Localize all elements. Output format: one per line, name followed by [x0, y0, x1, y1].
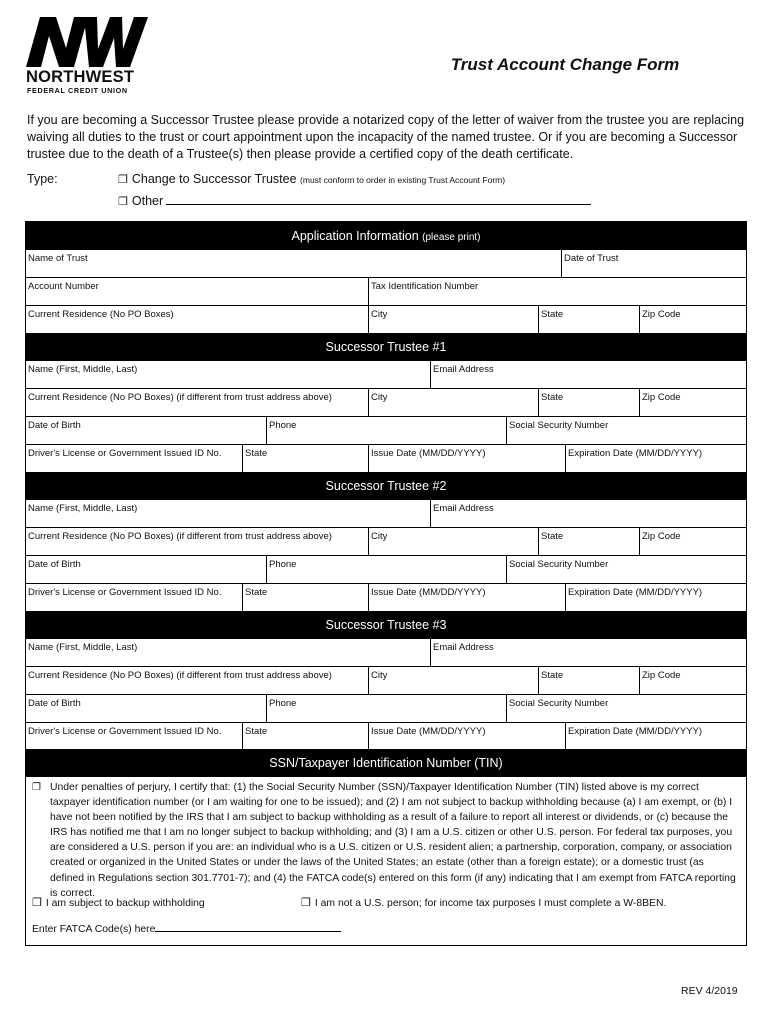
application-header [26, 222, 746, 250]
trustee-3-phone[interactable]: Phone [266, 695, 506, 722]
logo-subname: FEDERAL CREDIT UNION [27, 86, 128, 95]
trustee-1-header: Successor Trustee #1 [26, 333, 746, 361]
field-state[interactable]: State [538, 306, 639, 333]
trustee-2-state[interactable]: State [538, 528, 639, 555]
northwest-logo [26, 14, 156, 94]
type-label: Type: [27, 172, 58, 186]
checkbox-icon[interactable]: ❐ [118, 174, 128, 186]
trustee-2-license[interactable]: Driver's License or Government Issued ID No. [28, 587, 222, 598]
trustee-3-state[interactable]: State [538, 667, 639, 694]
trustee-1-city[interactable]: City [368, 389, 538, 416]
trustee-1-state[interactable]: State [538, 389, 639, 416]
trustee-3-expiration-date[interactable]: Expiration Date (MM/DD/YYYY) [565, 723, 746, 750]
trustee-1-id-state[interactable]: State [242, 445, 368, 472]
trustee-3-license[interactable]: Driver's License or Government Issued ID No. [28, 726, 222, 737]
trustee-2-dob[interactable]: Date of Birth [28, 559, 81, 570]
fatca-label: Enter FATCA Code(s) here [32, 924, 156, 935]
checkbox-icon[interactable]: ❐ [301, 897, 311, 909]
fatca-code-line[interactable] [155, 922, 341, 932]
trustee-3-email[interactable]: Email Address [430, 639, 746, 666]
field-current-residence[interactable]: Current Residence (No PO Boxes) [28, 309, 174, 320]
checkbox-icon[interactable]: ❐ [118, 196, 128, 208]
field-date-of-trust[interactable]: Date of Trust [561, 250, 746, 277]
non-us-person-label: I am not a U.S. person; for income tax purposes I must complete a W-8BEN. [314, 898, 667, 909]
field-tax-id[interactable]: Tax Identification Number [368, 278, 746, 305]
backup-withholding-label: I am subject to backup withholding [45, 898, 205, 909]
application-header-title: Application Information [291, 229, 419, 243]
trustee-2-zip[interactable]: Zip Code [639, 528, 746, 555]
app-row-1 [26, 250, 746, 278]
trustee-3-row-1 [26, 639, 746, 667]
trustee-3-id-state[interactable]: State [242, 723, 368, 750]
trustee-1-residence[interactable]: Current Residence (No PO Boxes) (if different from trust address above) [28, 392, 332, 403]
nw-logo-mark [26, 14, 148, 68]
trustee-3-name[interactable]: Name (First, Middle, Last) [28, 642, 138, 653]
trustee-3-zip[interactable]: Zip Code [639, 667, 746, 694]
trustee-1-name[interactable]: Name (First, Middle, Last) [28, 364, 138, 375]
revision-label: REV 4/2019 [681, 985, 738, 997]
certification-text: Under penalties of perjury, I certify that: (1) the Social Security Number (SSN)/Taxpayer Identification Number (TIN) listed above is my correct taxpayer identification number (or I am waiting for one to be issued); and (2) I am not subject to backup withholding because (a) I am exempt, or (b) I have not been notified by the IRS that I am subject to backup withholding as a result of a failure to report all interest or dividends, or (c) because the IRS has notified me that I am no longer subject to backup withholding; and (3) I am a U.S. citizen or other U.S. person. For federal tax purposes, you are considered a U.S. person if you are: an individual who is a U.S. citizen or U.S. resident alien; a partnership, corporation, company, or association created or organized in the United States or under the laws of the United States; an estate (other than a foreign estate); or a domestic trust (as defined in Regulations section 301.7701-7); and (4) the FATCA code(s) entered on this form (if any) indicating that I am exempt from FATCA reporting is correct. [50, 782, 736, 899]
tin-header: SSN/Taxpayer Identification Number (TIN) [26, 749, 746, 777]
field-name-of-trust[interactable]: Name of Trust [28, 253, 88, 264]
certification-checkbox-icon[interactable]: ❐ [32, 782, 41, 793]
trustee-2-row-3 [26, 556, 746, 584]
form-title: Trust Account Change Form [450, 55, 680, 74]
trustee-3-residence[interactable]: Current Residence (No PO Boxes) (if different from trust address above) [28, 670, 332, 681]
trustee-2-phone[interactable]: Phone [266, 556, 506, 583]
trustee-3-dob[interactable]: Date of Birth [28, 698, 81, 709]
trustee-1-row-3 [26, 417, 746, 445]
checkbox-icon[interactable]: ❐ [32, 897, 42, 909]
other-write-in-line[interactable] [166, 194, 591, 205]
app-row-2 [26, 278, 746, 306]
app-row-3 [26, 306, 746, 334]
trustee-2-issue-date[interactable]: Issue Date (MM/DD/YYYY) [368, 584, 565, 611]
application-header-note: (please print) [422, 232, 481, 243]
field-account-number[interactable]: Account Number [28, 281, 99, 292]
trustee-2-residence[interactable]: Current Residence (No PO Boxes) (if different from trust address above) [28, 531, 332, 542]
trustee-2-row-1 [26, 500, 746, 528]
trustee-1-license[interactable]: Driver's License or Government Issued ID No. [28, 448, 222, 459]
option-other-label: Other [131, 194, 164, 208]
trustee-1-email[interactable]: Email Address [430, 361, 746, 388]
trustee-1-row-2 [26, 389, 746, 417]
trustee-1-row-4 [26, 445, 746, 472]
option-change-successor-note: (must conform to order in existing Trust Account Form) [300, 175, 506, 185]
trustee-3-header: Successor Trustee #3 [26, 611, 746, 639]
backup-withholding-option[interactable] [32, 896, 205, 909]
trustee-1-phone[interactable]: Phone [266, 417, 506, 444]
trustee-2-email[interactable]: Email Address [430, 500, 746, 527]
trustee-3-ssn[interactable]: Social Security Number [506, 695, 746, 722]
option-change-successor-label: Change to Successor Trustee [131, 172, 297, 186]
logo-name: NORTHWEST [26, 68, 135, 86]
trustee-1-row-1 [26, 361, 746, 389]
intro-text: If you are becoming a Successor Trustee please provide a notarized copy of the letter of waiver from the trustee you are replacing waiving all duties to the trust or court appointment upon the incapacity of the named trustee. Or if you are becoming a Successor trustee due to the death of a Trustee(s) then please provide a certified copy of the death certificate. [27, 113, 745, 161]
trustee-1-ssn[interactable]: Social Security Number [506, 417, 746, 444]
field-zip[interactable]: Zip Code [639, 306, 746, 333]
trustee-3-issue-date[interactable]: Issue Date (MM/DD/YYYY) [368, 723, 565, 750]
trustee-2-name[interactable]: Name (First, Middle, Last) [28, 503, 138, 514]
form-grid [25, 221, 747, 946]
trustee-2-row-2 [26, 528, 746, 556]
trustee-2-city[interactable]: City [368, 528, 538, 555]
trustee-1-expiration-date[interactable]: Expiration Date (MM/DD/YYYY) [565, 445, 746, 472]
trustee-1-zip[interactable]: Zip Code [639, 389, 746, 416]
option-change-successor[interactable] [118, 172, 505, 186]
trustee-2-id-state[interactable]: State [242, 584, 368, 611]
non-us-person-option[interactable] [301, 896, 666, 909]
trustee-3-row-2 [26, 667, 746, 695]
trustee-3-row-3 [26, 695, 746, 723]
fatca-code-entry [32, 922, 341, 935]
field-city[interactable]: City [368, 306, 538, 333]
trustee-2-expiration-date[interactable]: Expiration Date (MM/DD/YYYY) [565, 584, 746, 611]
trustee-2-ssn[interactable]: Social Security Number [506, 556, 746, 583]
trustee-2-header: Successor Trustee #2 [26, 472, 746, 500]
trustee-3-row-4 [26, 723, 746, 750]
trustee-1-dob[interactable]: Date of Birth [28, 420, 81, 431]
option-other[interactable] [118, 194, 591, 208]
trustee-3-city[interactable]: City [368, 667, 538, 694]
trustee-2-row-4 [26, 584, 746, 611]
trustee-1-issue-date[interactable]: Issue Date (MM/DD/YYYY) [368, 445, 565, 472]
